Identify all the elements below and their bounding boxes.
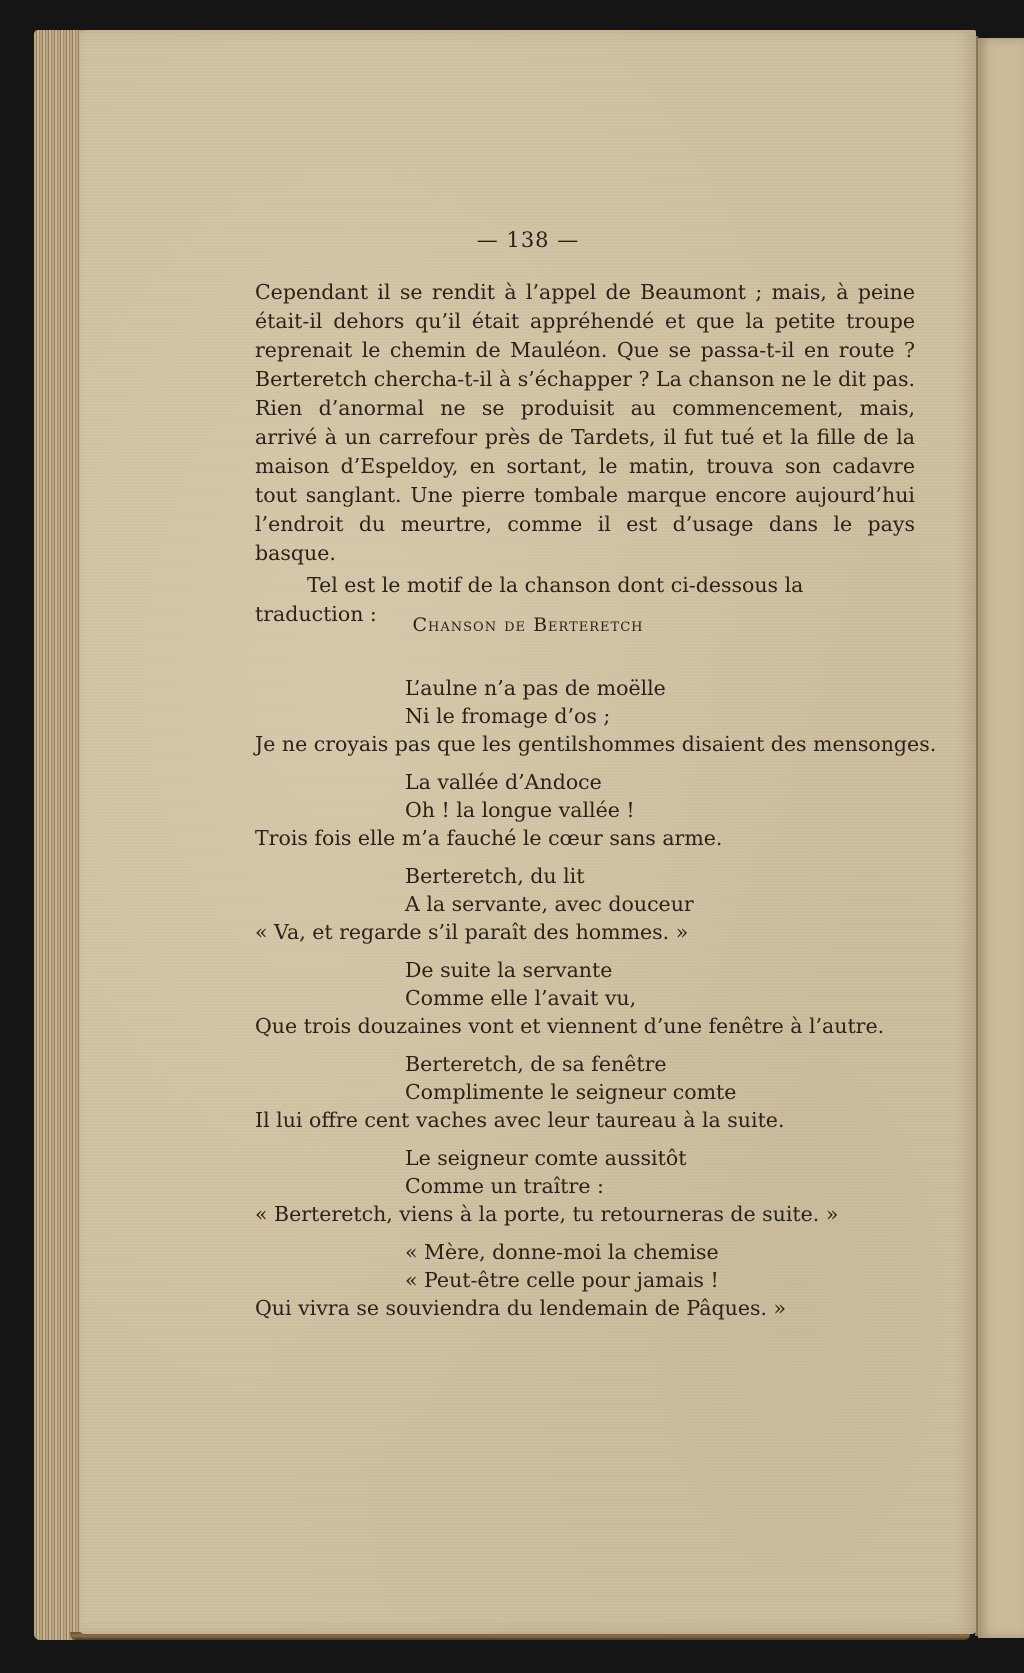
verse-line: Berteretch, de sa fenêtre [405,1052,667,1076]
page-text [80,30,976,1634]
verse-line: Ni le fromage d’os ; [405,704,611,728]
stanza [255,1238,935,1322]
prose-paragraph: Cependant il se rendit à l’appel de Beaumont ; mais, à peine était-il dehors qu’il était appréhendé et que la petite troupe reprenait le chemin de Mauléon. Que se passa-t-il en route ? Berteretch chercha-t-il à s’échapper ? La chanson ne le dit pas. Rien d’anormal ne se produisit au commencement, mais, arrivé à un carrefour près de Tardets, il fut tué et la fille de la maison d’Espeldoy, en sortant, le matin, trouva son cadavre tout sanglant. Une pierre tombale marque encore aujourd’hui l’endroit du meurtre, comme il est d’usage dans le pays basque. [255,280,915,565]
facing-page-edge [978,38,1024,1638]
stanza [255,674,935,758]
verse-line: Il lui offre cent vaches avec leur taureau à la suite. [255,1108,785,1132]
verse-line: « Mère, donne-moi la chemise [405,1240,719,1264]
verse-line: Oh ! la longue vallée ! [405,798,635,822]
verse-line: « Peut-être celle pour jamais ! [405,1268,719,1292]
song-title-text: Chanson de Berteretch [412,614,644,636]
stanza [255,862,935,946]
verse-line: « Va, et regarde s’il paraît des hommes. » [255,920,689,944]
book-page [80,30,976,1634]
page-number: — 138 — [476,228,580,252]
prose-paragraph-intro: Tel est le motif de la chanson dont ci-dessous la traduction : [255,573,804,626]
verse-line: L’aulne n’a pas de moëlle [405,676,666,700]
verse-line: Trois fois elle m’a fauché le cœur sans arme. [255,826,723,850]
stanza [255,768,935,852]
verse-line: Le seigneur comte aussitôt [405,1146,687,1170]
prose-block [255,278,915,629]
verse-line: A la servante, avec douceur [405,892,694,916]
verse-line: Comme un traître : [405,1174,604,1198]
poem [255,674,935,1332]
verse-line: La vallée d’Andoce [405,770,602,794]
verse-line: Comme elle l’avait vu, [405,986,637,1010]
verse-line: Je ne croyais pas que les gentilshommes disaient des mensonges. [255,732,937,756]
stanza [255,1144,935,1228]
verse-line: Qui vivra se souviendra du lendemain de Pâques. » [255,1296,787,1320]
stacked-page-edges [34,30,84,1640]
stanza [255,956,935,1040]
verse-line: Berteretch, du lit [405,864,585,888]
verse-line: Complimente le seigneur comte [405,1080,737,1104]
verse-line: « Berteretch, viens à la porte, tu retourneras de suite. » [255,1202,839,1226]
verse-line: Que trois douzaines vont et viennent d’une fenêtre à l’autre. [255,1014,885,1038]
stanza [255,1050,935,1134]
song-title [80,614,976,636]
verse-line: De suite la servante [405,958,613,982]
